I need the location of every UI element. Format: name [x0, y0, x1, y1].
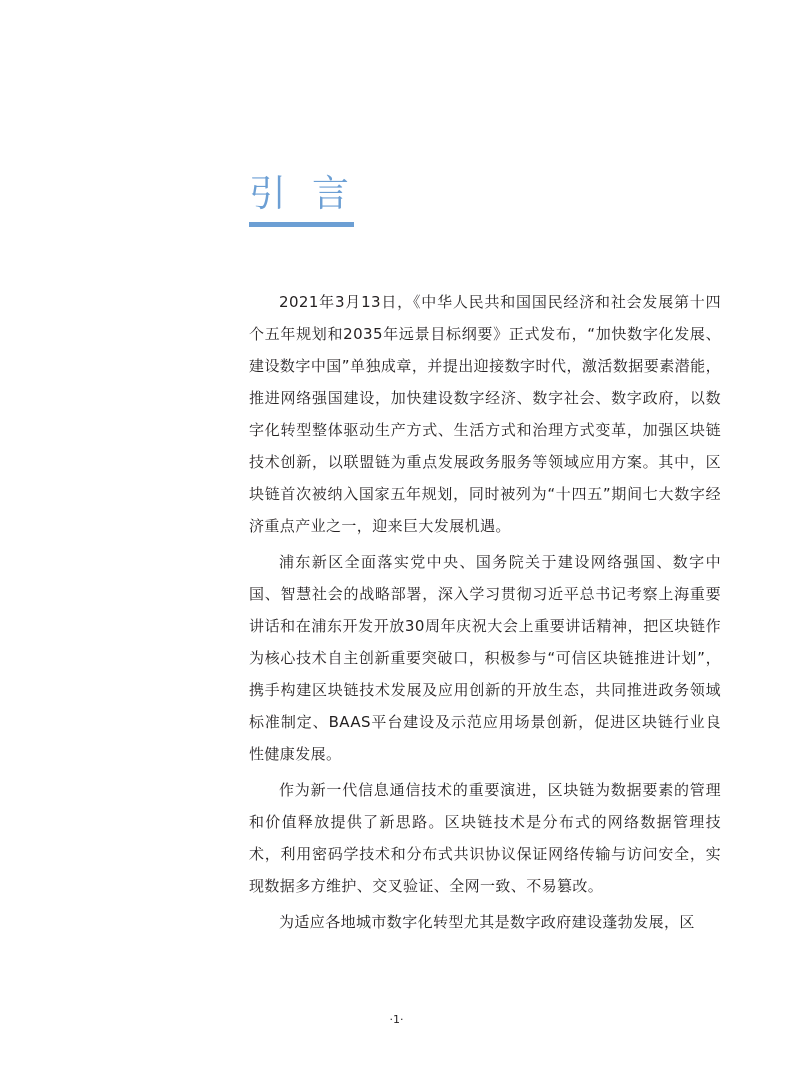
paragraph-4: 为适应各地城市数字化转型尤其是数字政府建设蓬勃发展，区 [279, 913, 695, 931]
paragraph-3: 作为新一代信息通信技术的重要演进，区块链为数据要素的管理和价值释放提供了新思路。区块链技术是分布式的网络数据管理技术，利用密码学技术和分布式共识协议保证网络传输与访问安全，实现数据多方维护、交叉验证、全网一致、不易篡改。 [249, 781, 721, 895]
page-title: 引言 [249, 172, 375, 215]
page-number: ·1· [389, 1013, 404, 1026]
paragraph-1: 2021年3月13日，《中华人民共和国国民经济和社会发展第十四个五年规划和2035年远景目标纲要》正式发布，“加快数字化发展、建设数字中国”单独成章，并提出迎接数字时代，激活数据要素潜能，推进网络强国建设，加快建设数字经济、数字社会、数字政府，以数字化转型整体驱动生产方式、生活方式和治理方式变革，加强区块链技术创新，以联盟链为重点发展政务服务等领域应用方案。其中，区块链首次被纳入国家五年规划，同时被列为“十四五”期间七大数字经济重点产业之一，迎来巨大发展机遇。 [249, 293, 721, 535]
title-underline [249, 222, 354, 227]
paragraph-2: 浦东新区全面落实党中央、国务院关于建设网络强国、数字中国、智慧社会的战略部署，深入学习贯彻习近平总书记考察上海重要讲话和在浦东开发开放30周年庆祝大会上重要讲话精神，把区块链作为核心技术自主创新重要突破口，积极参与“可信区块链推进计划”，携手构建区块链技术发展及应用创新的开放生态，共同推进政务领域标准制定、BAAS平台建设及示范应用场景创新，促进区块链行业良性健康发展。 [249, 553, 721, 763]
body-text [249, 286, 721, 942]
